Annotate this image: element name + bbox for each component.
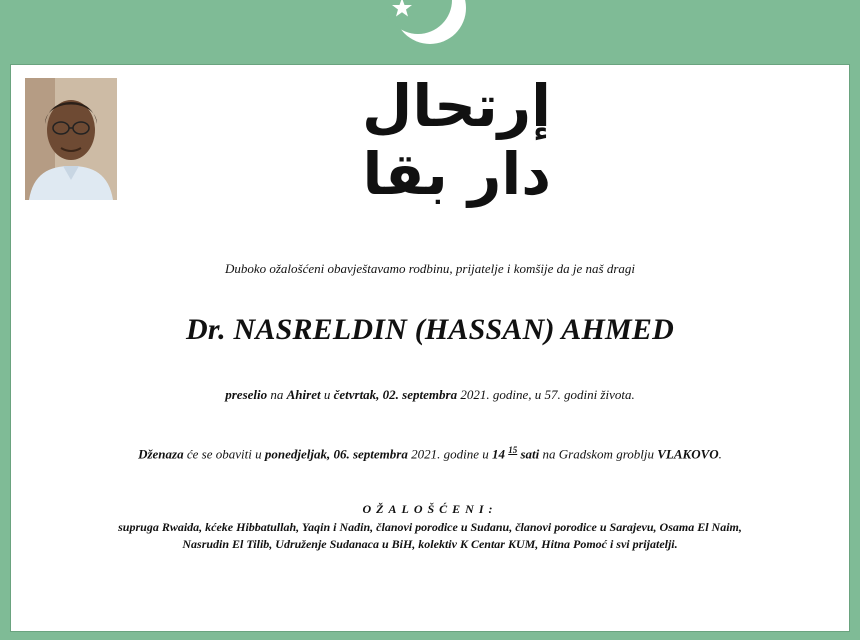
funeral-line: [11, 445, 849, 462]
obituary-card: [10, 64, 850, 632]
intro-text: Duboko ožalošćeni obavještavamo rodbinu, prijatelje i komšije da je naš dragi: [224, 261, 636, 276]
funeral-minutes: 15: [508, 445, 518, 455]
passing-place: Ahiret: [286, 387, 321, 402]
funeral-date: ponedjeljak, 06. septembra: [264, 446, 408, 462]
text-fragment: 2021. godine u: [407, 446, 492, 462]
mourners-heading: OŽALOŠĆENI:: [362, 502, 498, 516]
mourners-line-1: supruga Rwaida, kćeke Hibbatullah, Yaqin i Nadin, članovi porodice u Sudanu, članovi porodice u Sarajevu, Osama El Naim,: [118, 520, 742, 534]
portrait-photo: [25, 78, 117, 200]
text-fragment: .: [718, 446, 722, 462]
text-fragment: na: [267, 387, 287, 402]
mourners-line-2: Nasrudin El Tilib, Udruženje Sudanaca u BiH, kolektiv K Centar KUM, Hitna Pomoć i svi prijatelji.: [182, 537, 678, 551]
passing-verb: preselio: [225, 387, 268, 402]
text-fragment: će se obaviti u: [183, 446, 265, 462]
text-fragment: 2021. godine, u 57. godini života.: [457, 387, 635, 402]
passing-line: [11, 387, 849, 403]
funeral-hour: 14: [491, 446, 505, 462]
deceased-name: Dr. NASRELDIN (HASSAN) AHMED: [186, 313, 674, 346]
text-fragment: u: [320, 387, 334, 402]
arabic-calligraphy: إرتحال دار بقا: [362, 72, 551, 208]
passing-date: četvrtak, 02. septembra: [333, 387, 458, 402]
funeral-cemetery: VLAKOVO: [657, 446, 719, 462]
crescent-star-icon: [385, 0, 475, 55]
text-fragment: na Gradskom groblju: [539, 446, 658, 462]
funeral-label: Dženaza: [138, 446, 184, 462]
funeral-time-word: sati: [517, 446, 540, 462]
mourners-list: [11, 519, 849, 553]
